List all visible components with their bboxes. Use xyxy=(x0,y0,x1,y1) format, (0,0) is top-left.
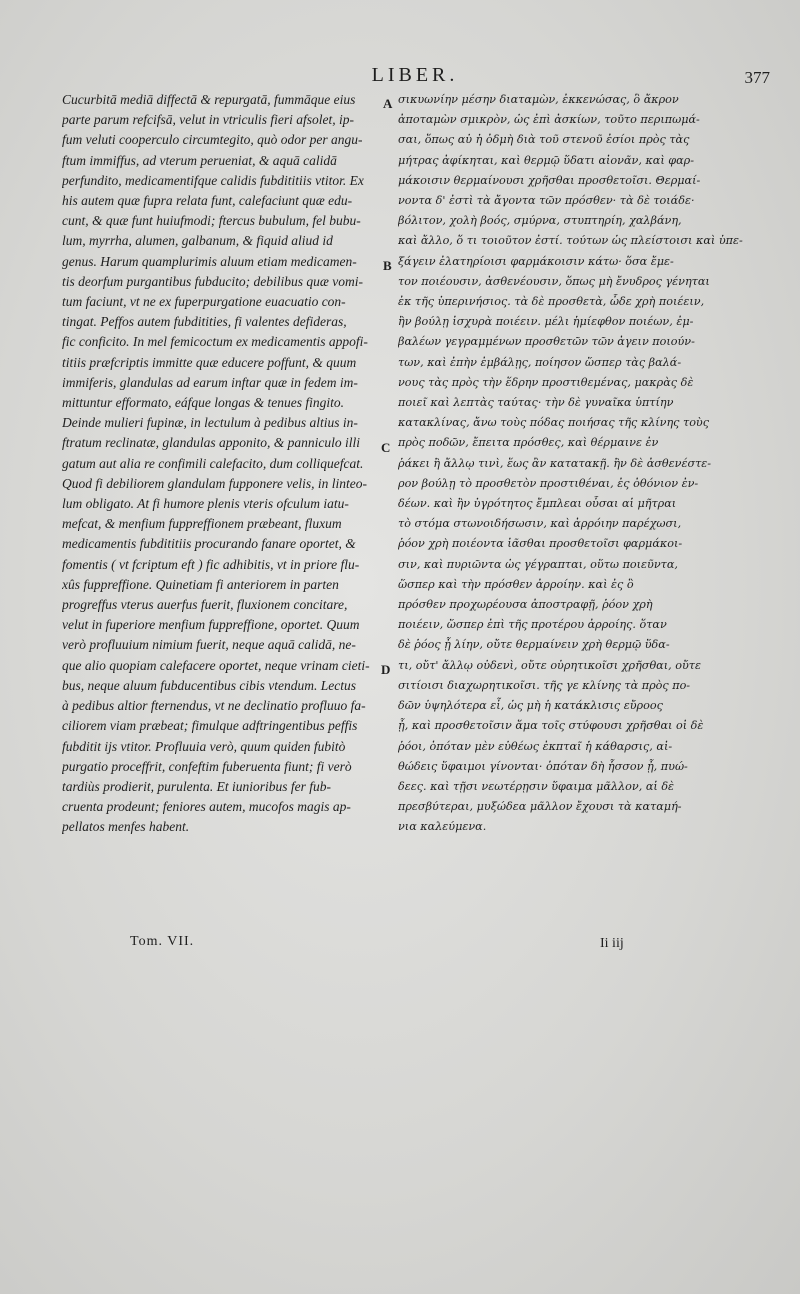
latin-text-line: cunt, & quæ funt huiufmodi; ftercus bubulum, fel bubu- xyxy=(62,213,361,229)
latin-text-line: tis deorfum purgantibus fubducito; debilibus quæ vomi- xyxy=(62,273,363,289)
section-marker-b: B xyxy=(383,258,392,273)
greek-text-line: ἢν βούλῃ ἰσχυρὰ ποιέειν. μέλι ἡμίεφθον ποιέων, ἐμ- xyxy=(398,315,694,329)
greek-text-line: μήτρας ἀφίκηται, καὶ θερμῷ ὕδατι αἰονᾶν, καὶ φαρ- xyxy=(398,153,695,167)
latin-text-line: bus, neque aluum fubducentibus cibis vtendum. Lectus xyxy=(62,677,356,693)
latin-text-line: verò profluuium nimium fuerit, neque aquā calidā, ne- xyxy=(62,637,356,653)
greek-text-line: ξάγειν ἐλατηρίοισι φαρμάκοισιν κάτω· ὅσα ἔμε- xyxy=(398,254,674,268)
greek-text-line: νια καλεύμενα. xyxy=(398,820,487,834)
page-number: 377 xyxy=(744,68,770,87)
greek-text-line: πρὸς ποδῶν, ἔπειτα πρόσθες, καὶ θέρμαινε ἐν xyxy=(398,436,659,450)
greek-text-line: τον ποιέουσιν, ἀσθενέουσιν, ὅπως μὴ ἔνυδρος γένηται xyxy=(398,274,710,288)
section-marker-a: A xyxy=(383,96,393,111)
greek-text-line: πρόσθεν προχωρέουσα ἀποστραφῇ, ῥόον χρὴ xyxy=(398,598,653,612)
greek-text-line: ῥόοι, ὁπόταν μὲν εὐθέως ἐκπταῖ ἡ κάθαρσις, αἱ- xyxy=(398,739,673,753)
greek-text-line: τι, οὔτ' ἄλλῳ οὐδενὶ, οὔτε οὐρητικοῖσι χρῆσθαι, οὔτε xyxy=(398,658,701,672)
latin-text-line: immiferis, glandulas ad earum inftar quæ in fedem im- xyxy=(62,374,358,390)
greek-text-line: δῶν ὑψηλότερα εἶ, ὡς μὴ ἡ κατάκλισις εὔροος xyxy=(398,699,663,713)
running-title: LIBER. xyxy=(371,64,459,86)
gathering-signature: Ii iij xyxy=(600,936,624,951)
greek-text-line: σιν, καὶ πυριῶντα ὡς γέγραπται, οὕτω ποιεῦντα, xyxy=(398,557,678,571)
greek-text-line: δεες. καὶ τῇσι νεωτέρῃσιν ὕφαιμα μᾶλλον, αἱ δὲ xyxy=(398,779,675,793)
latin-text-line: ftratum reclinatæ, glandulas apponito, & panniculo illi xyxy=(62,435,361,451)
greek-text-line: σιτίοισι διαχωρητικοῖσι. τῆς γε κλίνης τὰ πρὸς πο- xyxy=(398,678,691,692)
greek-text-line: νους τὰς πρὸς τὴν ἕδρην προστιθεμένας, μακρὰς δὲ xyxy=(398,375,694,389)
latin-text-line: ftum immiffus, ad vterum perueniat, & aquā calidā xyxy=(62,152,337,168)
latin-text-line: tardiùs prodierit, purulenta. Et iunioribus fer fub- xyxy=(62,778,332,794)
latin-text-line: que alio quopiam calefacere oportet, neque vrinam cieti- xyxy=(62,657,370,673)
latin-text-line: genus. Harum quamplurimis aluum etiam medicamen- xyxy=(62,253,357,269)
greek-text-line: ᾖ, καὶ προσθετοῖσιν ἅμα τοῖς στύφουσι χρῆσθαι οἱ δὲ xyxy=(398,719,704,733)
latin-text-line: tingat. Peffos autem fubditities, fi valentes defideras, xyxy=(62,314,347,330)
latin-text-line: medicamentis fubdititiis procurando fanare oportet, & xyxy=(62,536,356,552)
latin-text-line: fum veluti cooperculo circumtegito, quò odor per angu- xyxy=(62,132,363,148)
latin-text-line: cruenta prodeunt; feniores autem, mucofos magis ap- xyxy=(62,799,351,815)
greek-text-line: ποιεῖ καὶ λεπτὰς ταύτας· τὴν δὲ γυναῖκα ὑπτίην xyxy=(398,396,674,410)
latin-text-line: Cucurbitā mediā diffectā & repurgatā, fummāque eius xyxy=(62,92,356,107)
greek-text-line: των, καὶ ἐπὴν ἐμβάλῃς, ποίησον ὥσπερ τὰς βαλά- xyxy=(398,355,682,369)
latin-text-line: titiis præfcriptis immitte quæ educere poffunt, & quum xyxy=(62,354,357,370)
greek-text-line: βόλιτον, χολὴ βοός, σμύρνα, στυπτηρίη, χαλβάνη, xyxy=(398,214,682,228)
greek-text-line: ὥσπερ καὶ τὴν πρόσθεν ἀρροίην. καὶ ἐς ὃ xyxy=(398,577,634,591)
greek-text-line: θώδεις ὕφαιμοι γίνονται· ὁπόταν δὴ ἧσσον ᾖ, πυώ- xyxy=(398,759,688,773)
greek-text-line: ἀποταμὼν σμικρὸν, ὡς ἐπὶ ἀσκίων, τοῦτο περιπωμά- xyxy=(398,113,700,127)
latin-text-line: his autem quæ fupra relata funt, calefaciunt quæ edu- xyxy=(62,193,353,209)
volume-signature: Tom. VII. xyxy=(130,934,195,949)
greek-text-line: δὲ ῥόος ᾖ λίην, οὔτε θερμαίνειν χρὴ θερμῷ ὕδα- xyxy=(398,638,670,652)
greek-text-line: ῥόον χρὴ ποιέοντα ἰᾶσθαι προσθετοῖσι φαρμάκοι- xyxy=(398,537,683,551)
latin-text-line: lum obligato. At fi humore plenis vteris ofculum iatu- xyxy=(62,496,349,512)
latin-text-line: à pedibus altior fternendus, vt ne declinatio profluuo fa- xyxy=(62,698,366,714)
section-marker-c: C xyxy=(381,440,391,455)
latin-text-line: purgatio proceffrit, confeftim fuberuenta fiunt; fi verò xyxy=(62,758,352,774)
greek-text-line: ῥάκει ἢ ἄλλῳ τινὶ, ἕως ἂν κατατακῇ. ἢν δὲ ἀσθενέστε- xyxy=(398,456,712,470)
greek-text-line: κατακλίνας, ἄνω τοὺς πόδας ποιήσας τῆς κλίνης τοὺς xyxy=(398,416,709,430)
latin-text-line: ciliorem viam præbeat; fimulque adftringentibus peffis xyxy=(62,718,358,734)
greek-text-line: ρον βούλῃ τὸ προσθετὸν προστιθέναι, ἐς ὀθόνιον ἐν- xyxy=(398,476,699,490)
greek-text-line: δέων. καὶ ἢν ὑγρότητος ἔμπλεαι οὖσαι αἱ μῆτραι xyxy=(398,497,677,511)
greek-text-line: ἐκ τῆς ὑπερινήσιος. τὰ δὲ προσθετὰ, ὧδε χρὴ ποιέειν, xyxy=(398,295,705,309)
latin-text-line: lum, myrrha, alumen, galbanum, & fiquid aliud id xyxy=(62,233,333,249)
latin-text-line: perfundito, medicamentifque calidis fubdititiis vtitor. Ex xyxy=(62,172,364,188)
latin-text-line: parte parum refcifsā, velut in vtriculis fieri afsolet, ip- xyxy=(62,112,354,128)
latin-text-line: fubditit ijs vtitor. Profluuia verò, quum quiden fubitò xyxy=(62,738,346,754)
latin-text-line: mefcat, & menfium fuppreffionem præbeant, fluxum xyxy=(62,516,342,532)
latin-text-line: gatum aut alia re confimili calefacito, dum colliquefcat. xyxy=(62,455,364,471)
greek-text-line: ποιέειν, ὥσπερ ἐπὶ τῆς προτέρου ἀρροίης. ὅταν xyxy=(398,618,667,632)
greek-text-line: μάκοισιν θερμαίνουσι χρῆσθαι προσθετοῖσι. Θερμαί- xyxy=(398,173,701,187)
latin-text-line: Quod fi debiliorem glandulam fupponere velis, in linteo- xyxy=(62,475,367,491)
latin-text-line: fic conficito. In mel femicoctum ex medicamentis appofi- xyxy=(62,334,368,350)
section-marker-d: D xyxy=(381,662,391,677)
latin-text-line: xûs fuppreffione. Quinetiam fi anteriorem in parten xyxy=(62,576,339,592)
latin-text-line: pellatos menfes habent. xyxy=(62,819,190,835)
latin-text-line: Deinde mulieri fupinæ, in lectulum à pedibus altius in- xyxy=(62,415,358,431)
greek-text-line: τὸ στόμα στωνοιδήσωσιν, καὶ ἀρρόιην παρέχωσι, xyxy=(398,517,682,531)
latin-text-line: tum faciunt, vt ne ex fuperpurgatione euacuatio con- xyxy=(62,294,346,310)
latin-text-line: velut in fuperiore menfium fuppreffione, oportet. Quum xyxy=(62,617,360,633)
greek-text-line: καὶ ἄλλο, ὅ τι τοιοῦτον ἐστί. τούτων ὡς πλείστοισι καὶ ὑπε- xyxy=(398,234,743,248)
greek-column xyxy=(398,90,770,838)
latin-text-line: progreffus vterus auerfus fuerit, fluxionem concitare, xyxy=(62,597,348,613)
greek-text-line: σαι, ὅπως αὐ ἡ ὀδμὴ διὰ τοῦ στενοῦ ἐσίοι πρὸς τὰς xyxy=(398,133,690,147)
latin-text-line: fomentis ( vt fcriptum eft ) fic adhibitis, vt in priore flu- xyxy=(62,556,360,572)
greek-text-line: νοντα δ' ἐστὶ τὰ ἄγοντα τῶν πρόσθεν· τὰ δὲ τοιάδε· xyxy=(398,194,695,208)
latin-column xyxy=(62,90,378,838)
greek-text-line: βαλέων γεγραμμένων προσθετῶν τῶν ἀγειν ποιούν- xyxy=(398,335,695,349)
latin-text-line: mittuntur efformato, eáfque longas & tenues fingito. xyxy=(62,395,344,411)
greek-text-line: πρεσβύτεραι, μυξώδεα μᾶλλον ἔχουσι τὰ καταμή- xyxy=(398,800,682,814)
greek-text-line: σικυωνίην μέσην διαταμὼν, ἐκκενώσας, ὃ ἄκρον xyxy=(398,93,679,106)
